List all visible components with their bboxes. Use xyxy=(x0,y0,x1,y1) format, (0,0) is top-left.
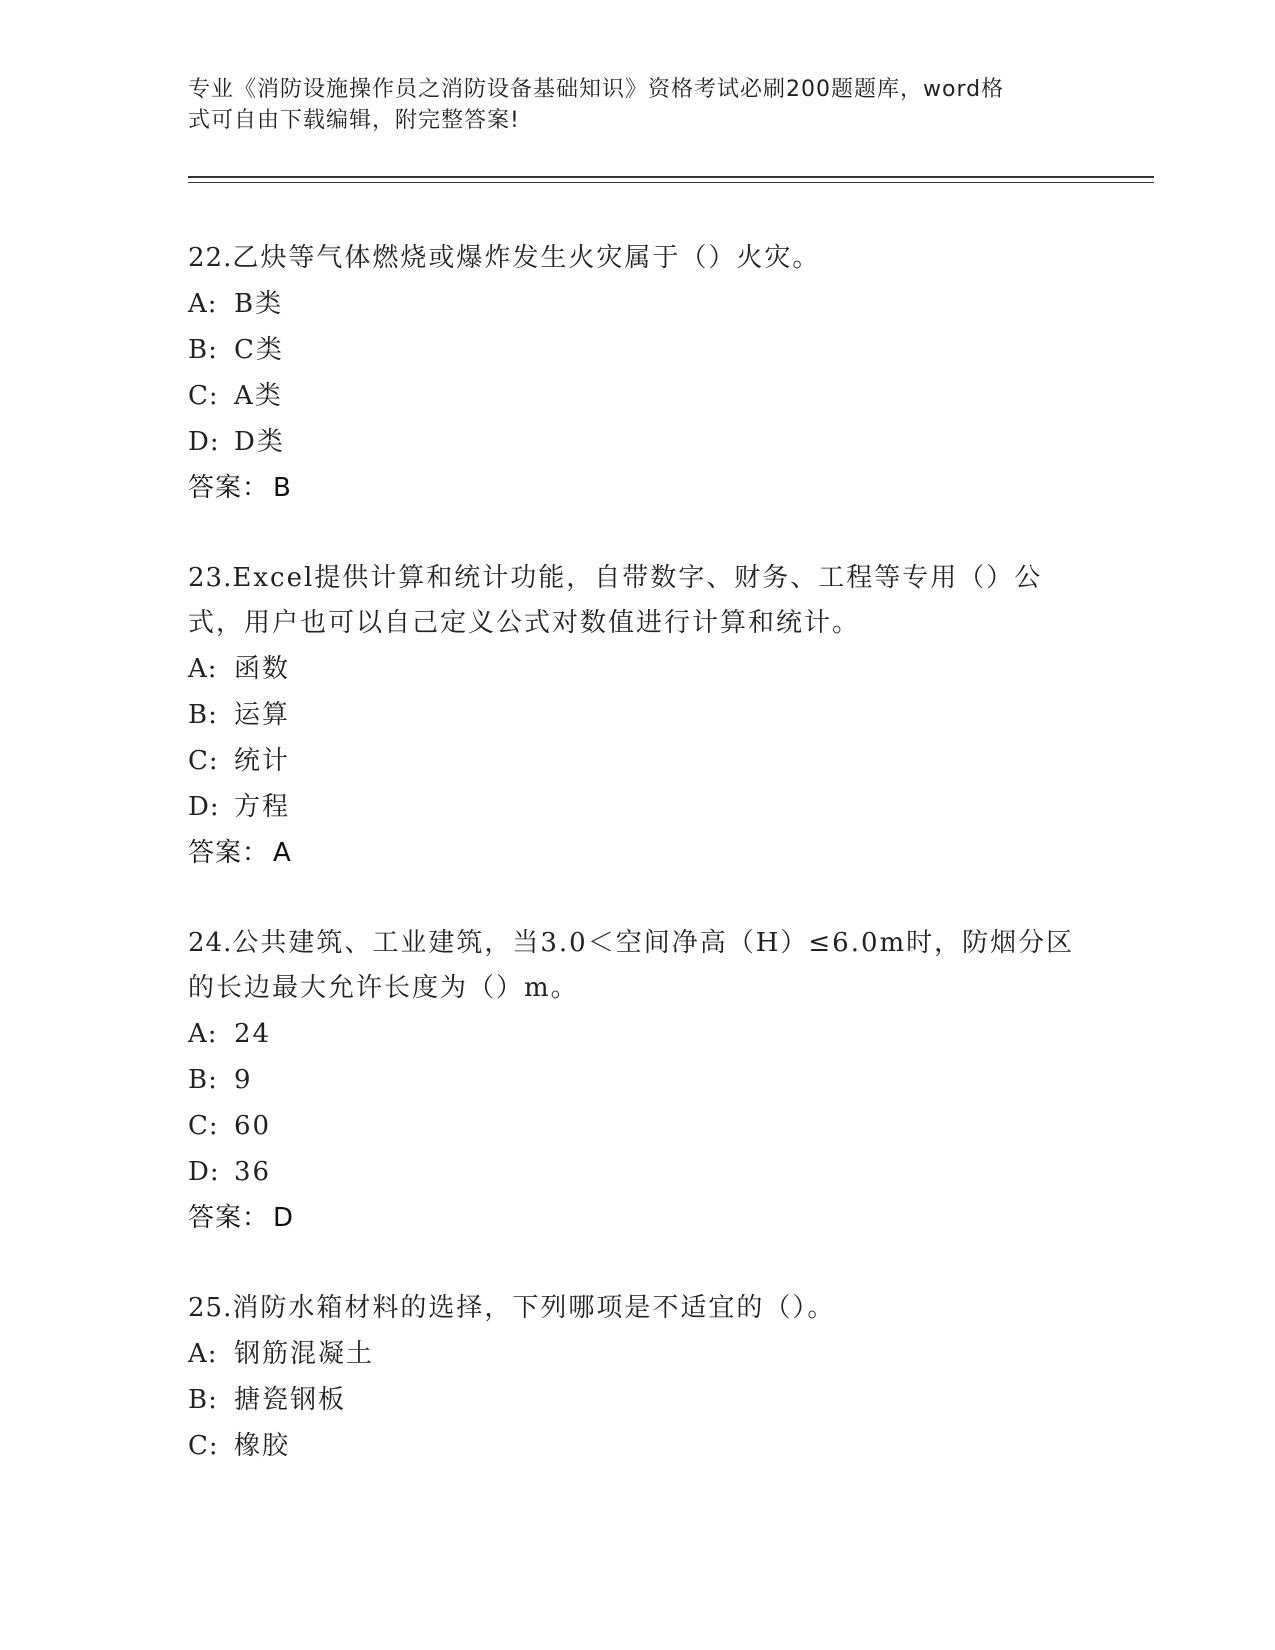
option-text: B类 xyxy=(234,289,284,319)
option-text: D类 xyxy=(234,427,285,457)
question-stem xyxy=(188,1286,1088,1331)
option-text: 橡胶 xyxy=(234,1431,291,1461)
option-key: B: xyxy=(188,700,218,730)
header-line-1: 专业《消防设施操作员之消防设备基础知识》资格考试必刷200题题库，word格 xyxy=(188,77,1005,102)
option-text: 函数 xyxy=(234,654,291,684)
option-key: B: xyxy=(188,1385,218,1415)
option-c xyxy=(188,738,1088,784)
option-key: A: xyxy=(188,654,218,684)
question-number: 24. xyxy=(188,928,233,958)
answer-line xyxy=(188,1195,1088,1241)
option-d xyxy=(188,1149,1088,1195)
question-text: Excel提供计算和统计功能，自带数字、财务、工程等专用（）公式，用户也可以自己定义公式对数值进行计算和统计。 xyxy=(188,563,1043,638)
question-text: 消防水箱材料的选择，下列哪项是不适宜的（）。 xyxy=(232,1293,836,1323)
option-key: C: xyxy=(188,746,219,776)
answer-value: A xyxy=(273,838,291,868)
option-text: C类 xyxy=(234,335,284,365)
question-number: 25. xyxy=(188,1293,233,1323)
question-22 xyxy=(188,236,1088,511)
answer-line xyxy=(188,830,1088,876)
option-b xyxy=(188,692,1088,738)
option-c xyxy=(188,1423,1088,1469)
question-23 xyxy=(188,556,1088,876)
option-text: 60 xyxy=(234,1111,272,1141)
question-list xyxy=(188,236,1088,1514)
answer-label: 答案： xyxy=(188,473,270,503)
answer-line xyxy=(188,465,1088,511)
option-b xyxy=(188,327,1088,373)
option-key: D: xyxy=(188,1157,220,1187)
option-text: 36 xyxy=(234,1157,272,1187)
option-c xyxy=(188,1103,1088,1149)
answer-label: 答案： xyxy=(188,1203,270,1233)
option-text: 方程 xyxy=(234,792,291,822)
option-text: 9 xyxy=(234,1065,253,1095)
question-text: 乙炔等气体燃烧或爆炸发生火灾属于（）火灾。 xyxy=(232,243,821,273)
header-divider-thin xyxy=(188,182,1154,183)
question-number: 23. xyxy=(188,563,233,593)
option-key: C: xyxy=(188,381,219,411)
option-text: 钢筋混凝土 xyxy=(234,1339,375,1369)
question-stem xyxy=(188,921,1088,1011)
question-25 xyxy=(188,1286,1088,1469)
option-key: D: xyxy=(188,792,220,822)
header-line-2: 式可自由下载编辑，附完整答案! xyxy=(188,108,520,133)
answer-label: 答案： xyxy=(188,838,270,868)
header-divider-thick xyxy=(188,176,1154,178)
option-key: A: xyxy=(188,1019,218,1049)
option-text: 搪瓷钢板 xyxy=(234,1385,347,1415)
option-b xyxy=(188,1377,1088,1423)
option-d xyxy=(188,419,1088,465)
option-key: B: xyxy=(188,335,218,365)
option-key: B: xyxy=(188,1065,218,1095)
option-key: A: xyxy=(188,1339,218,1369)
option-text: 24 xyxy=(234,1019,272,1049)
option-key: C: xyxy=(188,1111,219,1141)
option-a xyxy=(188,281,1088,327)
question-24 xyxy=(188,921,1088,1241)
option-key: A: xyxy=(188,289,218,319)
question-stem xyxy=(188,236,1088,281)
option-text: 运算 xyxy=(234,700,291,730)
question-number: 22. xyxy=(188,243,233,273)
question-stem xyxy=(188,556,1088,646)
option-d xyxy=(188,784,1088,830)
option-key: D: xyxy=(188,427,220,457)
document-header xyxy=(188,74,1068,136)
option-c xyxy=(188,373,1088,419)
question-text: 公共建筑、工业建筑，当3.0＜空间净高（H）≤6.0m时，防烟分区的长边最大允许长度为（）m。 xyxy=(188,928,1075,1003)
option-key: C: xyxy=(188,1431,219,1461)
answer-value: B xyxy=(273,473,291,503)
option-b xyxy=(188,1057,1088,1103)
answer-value: D xyxy=(273,1203,294,1233)
option-a xyxy=(188,1331,1088,1377)
option-text: 统计 xyxy=(234,746,291,776)
option-text: A类 xyxy=(234,381,283,411)
option-a xyxy=(188,1011,1088,1057)
option-a xyxy=(188,646,1088,692)
